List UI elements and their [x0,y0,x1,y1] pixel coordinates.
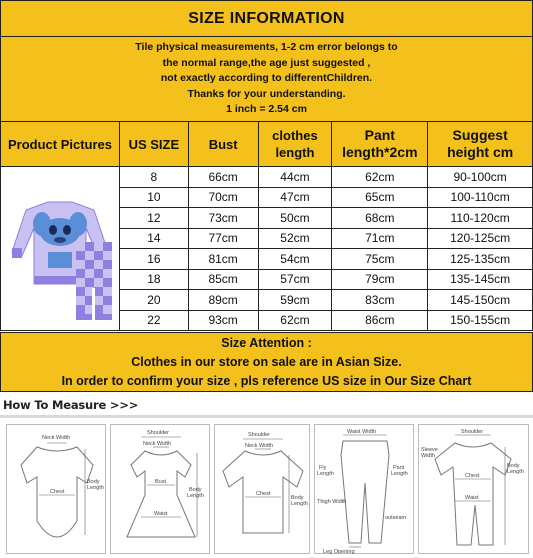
notice-line: 1 inch = 2.54 cm [226,103,307,116]
pants-diagram [314,424,414,554]
suggest-height-cell: 110-120cm [428,208,533,229]
clothes-length-cell: 57cm [258,269,332,290]
measurement-diagrams [6,424,529,554]
clothes-length-cell: 59cm [258,290,332,311]
attention-title: Size Attention : [221,335,312,350]
notice-line: the normal range,the age just suggested , [162,56,371,69]
attention-line: Clothes in our store on sale are in Asian Size. [131,354,402,369]
length-label: Length [87,485,104,491]
notice-line: Thanks for your understanding. [187,87,346,100]
notice-line: Tile physical measurements, 1-2 cm error belongs to [135,41,398,54]
pant-length-cell: 71cm [332,228,428,249]
pant-length-cell: 62cm [332,167,428,188]
pajama-product-image [4,172,116,322]
bust-cell: 85cm [188,269,258,290]
neck-width-label: Neck Width [245,443,274,449]
width-label: Width [421,453,436,459]
measurement-notice [0,37,533,121]
body-label: Body [189,487,202,493]
notice-line: not exactly according to differentChildren. [160,72,373,85]
body-label: Body [507,463,520,469]
header-clothes-length-line1: clothes [272,128,318,143]
romper-illustration [419,425,530,555]
chest-label: Chest [256,491,271,497]
bodysuit-diagram [6,424,106,554]
length-label: Length [507,469,524,475]
clothes-length-cell: 47cm [258,187,332,208]
header-height-line2: height cm [447,144,514,160]
shoulder-label: Shoulder [461,429,484,435]
shoulder-label: Shoulder [147,430,170,436]
suggest-height-cell: 120-125cm [428,228,533,249]
bust-cell: 89cm [188,290,258,311]
table-header-row [1,122,533,167]
clothes-length-cell: 54cm [258,249,332,270]
size-attention-banner [0,332,533,392]
header-suggest-height [428,122,533,167]
header-clothes-length [258,122,332,167]
pant-length-cell: 65cm [332,187,428,208]
length-label: Length [317,471,334,477]
suggest-height-cell: 125-135cm [428,249,533,270]
dress-illustration [111,425,211,555]
length-label: Length [187,493,204,499]
pant-length-cell: 83cm [332,290,428,311]
shirt-diagram [214,424,310,554]
us-size-cell: 12 [119,208,188,229]
us-size-cell: 8 [119,167,188,188]
how-to-measure-header [0,396,533,418]
body-label: Body [87,479,100,485]
size-information-title [0,0,533,37]
shoulder-label: Shoulder [248,432,271,438]
neck-width-label: Neck Width [143,441,172,447]
bust-label: Bust [155,479,167,485]
how-to-measure-title: How To Measure >>> [3,398,139,412]
bust-cell: 73cm [188,208,258,229]
us-size-cell: 10 [119,187,188,208]
header-product-pictures: Product Pictures [1,122,120,167]
size-chart-table [0,121,533,331]
suggest-height-cell: 100-110cm [428,187,533,208]
header-pant-length [332,122,428,167]
us-size-cell: 16 [119,249,188,270]
outseam-label: outseam [385,515,407,521]
suggest-height-cell: 90-100cm [428,167,533,188]
title-text: SIZE INFORMATION [188,9,345,27]
pant-length-cell: 75cm [332,249,428,270]
romper-diagram [418,424,529,554]
pant-length-cell: 79cm [332,269,428,290]
thigh-width-label: Thigh Width [317,499,347,505]
leg-opening-label: Leg Opening [323,549,355,555]
length-label: Length [391,471,408,477]
header-us-size: US SIZE [119,122,188,167]
pants-illustration [315,425,415,555]
header-bust: Bust [188,122,258,167]
pant-label: Pant [393,465,405,471]
product-picture-cell [1,167,120,331]
us-size-cell: 20 [119,290,188,311]
pant-length-cell: 86cm [332,310,428,331]
suggest-height-cell: 150-155cm [428,310,533,331]
bust-cell: 66cm [188,167,258,188]
waist-label: Waist [154,511,168,517]
body-label: Body [291,495,304,501]
us-size-cell: 14 [119,228,188,249]
header-pant-line2: length*2cm [342,144,418,160]
neck-width-label: Neck Width [42,435,71,441]
waist-width-label: Waist Width [347,429,377,435]
sleeve-label: Sleeve [421,447,438,453]
waist-label: Waist [465,495,479,501]
bodysuit-illustration [7,425,107,555]
clothes-length-cell: 62cm [258,310,332,331]
attention-line: In order to confirm your size , pls reference US size in Our Size Chart [61,373,472,388]
suggest-height-cell: 135-145cm [428,269,533,290]
clothes-length-cell: 44cm [258,167,332,188]
pant-length-cell: 68cm [332,208,428,229]
chest-label: Chest [465,473,480,479]
bust-cell: 93cm [188,310,258,331]
table-row [1,167,533,188]
bust-cell: 70cm [188,187,258,208]
bust-cell: 77cm [188,228,258,249]
dress-diagram [110,424,210,554]
us-size-cell: 18 [119,269,188,290]
suggest-height-cell: 145-150cm [428,290,533,311]
header-clothes-length-line2: length [275,145,315,160]
clothes-length-cell: 50cm [258,208,332,229]
fly-label: Fly [319,465,327,471]
shirt-illustration [215,425,311,555]
header-height-line1: Suggest [452,127,508,143]
us-size-cell: 22 [119,310,188,331]
clothes-length-cell: 52cm [258,228,332,249]
bust-cell: 81cm [188,249,258,270]
length-label: Length [291,501,308,507]
chest-label: Chest [50,489,65,495]
header-pant-line1: Pant [364,127,395,143]
